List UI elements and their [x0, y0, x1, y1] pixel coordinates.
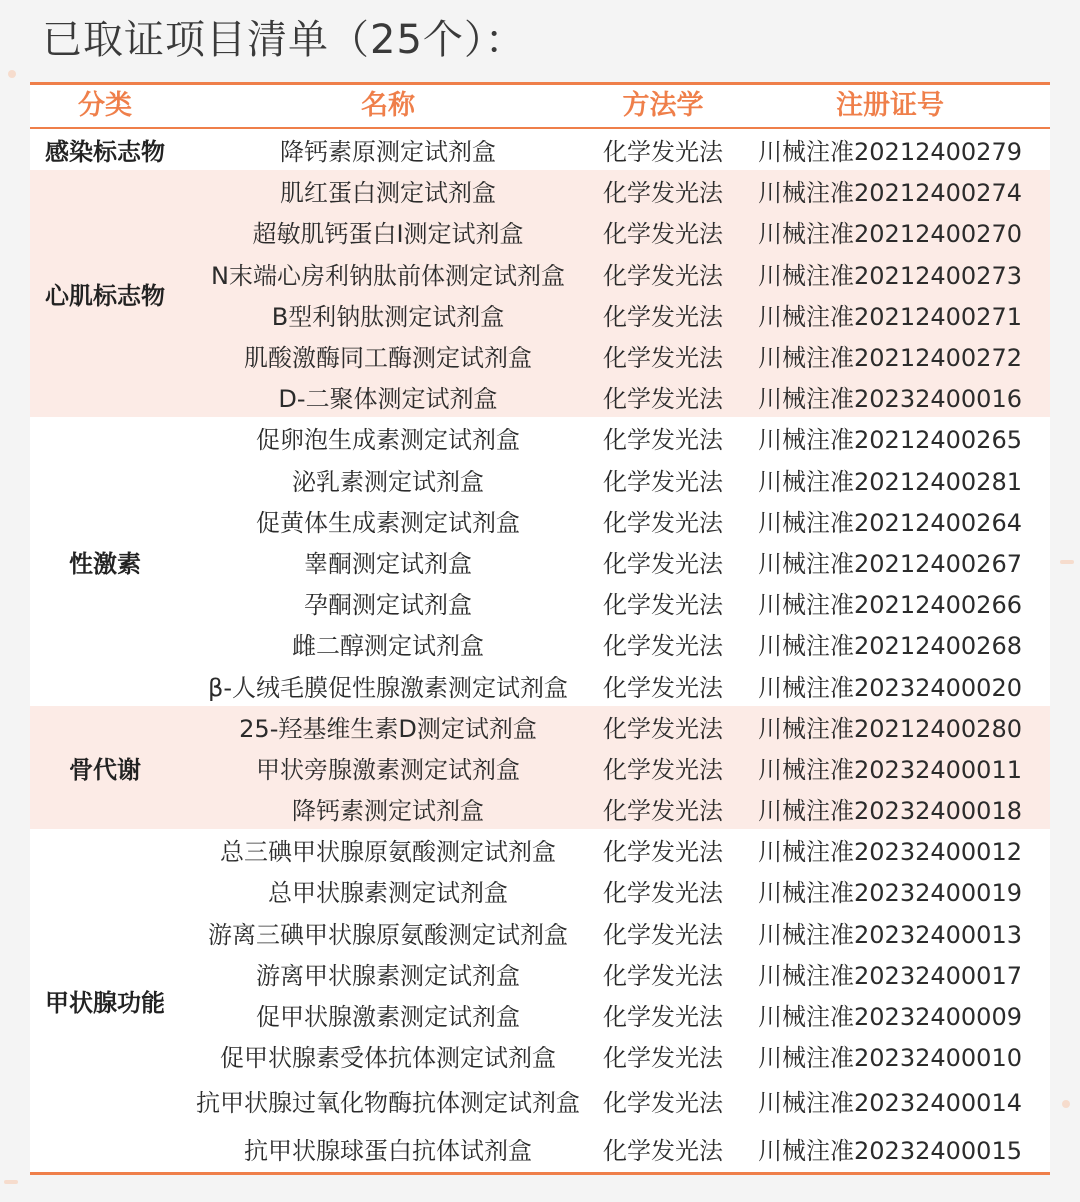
registration-number: 川械注准20212400264 [758, 508, 1022, 537]
table-row [30, 211, 1050, 252]
product-name: 肌红蛋白测定试剂盒 [280, 179, 496, 208]
method-cell: 化学发光法 [603, 632, 723, 661]
category-group [30, 706, 1050, 830]
table-row [30, 417, 1050, 458]
product-name: β-人绒毛膜促性腺激素测定试剂盒 [208, 673, 568, 702]
method-cell: 化学发光法 [603, 1003, 723, 1032]
table-row [30, 294, 1050, 335]
registration-number: 川械注准20212400268 [758, 632, 1022, 661]
method-cell: 化学发光法 [603, 673, 723, 702]
method-cell: 化学发光法 [603, 797, 723, 826]
table-row [30, 664, 1050, 705]
method-cell: 化学发光法 [603, 344, 723, 373]
method-cell: 化学发光法 [603, 138, 723, 167]
product-name: 超敏肌钙蛋白I测定试剂盒 [252, 220, 524, 249]
method-cell: 化学发光法 [603, 838, 723, 867]
method-cell: 化学发光法 [603, 426, 723, 455]
registration-number: 川械注准20212400274 [758, 179, 1022, 208]
table-row [30, 829, 1050, 870]
registration-number: 川械注准20232400020 [758, 673, 1022, 702]
background-dash [4, 1180, 18, 1184]
registration-number: 川械注准20232400019 [758, 879, 1022, 908]
header-reg-no: 注册证号 [836, 90, 944, 121]
product-name: 总甲状腺素测定试剂盒 [268, 879, 508, 908]
table-row [30, 747, 1050, 788]
registration-number: 川械注准20232400010 [758, 1044, 1022, 1073]
method-cell: 化学发光法 [603, 961, 723, 990]
product-name: 促黄体生成素测定试剂盒 [256, 508, 520, 537]
table-row [30, 912, 1050, 953]
category-group [30, 170, 1050, 417]
method-cell: 化学发光法 [603, 879, 723, 908]
table-row [30, 1124, 1050, 1172]
method-cell: 化学发光法 [603, 755, 723, 784]
registration-number: 川械注准20212400271 [758, 302, 1022, 331]
category-label: 甲状腺功能 [45, 989, 165, 1018]
table-row [30, 788, 1050, 829]
table-row [30, 335, 1050, 376]
product-name: 促卵泡生成素测定试剂盒 [256, 426, 520, 455]
table-row [30, 994, 1050, 1035]
product-name: B型利钠肽测定试剂盒 [271, 302, 505, 331]
method-cell: 化学发光法 [603, 920, 723, 949]
method-cell: 化学发光法 [603, 549, 723, 578]
product-name: 肌酸激酶同工酶测定试剂盒 [244, 344, 532, 373]
table-row [30, 541, 1050, 582]
registration-number: 川械注准20232400012 [758, 838, 1022, 867]
method-cell: 化学发光法 [603, 261, 723, 290]
table-body [30, 129, 1050, 1172]
category-group [30, 129, 1050, 170]
registration-number: 川械注准20212400281 [758, 467, 1022, 496]
method-cell: 化学发光法 [603, 1044, 723, 1073]
method-cell: 化学发光法 [603, 220, 723, 249]
registration-number: 川械注准20212400267 [758, 549, 1022, 578]
category-label: 感染标志物 [45, 138, 165, 167]
registration-number: 川械注准20232400011 [758, 755, 1022, 784]
product-name: 孕酮测定试剂盒 [304, 591, 472, 620]
certification-table [30, 82, 1050, 1175]
registration-number: 川械注准20232400016 [758, 385, 1022, 414]
table-row [30, 706, 1050, 747]
registration-number: 川械注准20232400015 [758, 1136, 1022, 1165]
product-name: 25-羟基维生素D测定试剂盒 [239, 714, 537, 743]
product-name: 促甲状腺激素测定试剂盒 [256, 1003, 520, 1032]
product-name: 泌乳素测定试剂盒 [292, 467, 484, 496]
product-name: 促甲状腺素受体抗体测定试剂盒 [220, 1044, 556, 1073]
table-row [30, 582, 1050, 623]
product-name: D-二聚体测定试剂盒 [278, 385, 498, 414]
background-dash [1060, 560, 1074, 564]
product-name: 睾酮测定试剂盒 [304, 549, 472, 578]
method-cell: 化学发光法 [603, 385, 723, 414]
category-group [30, 829, 1050, 1172]
registration-number: 川械注准20232400014 [758, 1088, 1022, 1117]
registration-number: 川械注准20212400280 [758, 714, 1022, 743]
background-dot [8, 70, 16, 78]
category-label: 心肌标志物 [45, 282, 165, 311]
registration-number: 川械注准20212400265 [758, 426, 1022, 455]
product-name: 总三碘甲状腺原氨酸测定试剂盒 [220, 838, 556, 867]
product-name: 抗甲状腺球蛋白抗体试剂盒 [244, 1136, 532, 1165]
method-cell: 化学发光法 [603, 714, 723, 743]
method-cell: 化学发光法 [603, 179, 723, 208]
registration-number: 川械注准20212400273 [758, 261, 1022, 290]
table-row [30, 623, 1050, 664]
product-name: 抗甲状腺过氧化物酶抗体测定试剂盒 [196, 1088, 580, 1117]
product-name: N末端心房利钠肽前体测定试剂盒 [211, 261, 565, 290]
product-name: 雌二醇测定试剂盒 [292, 632, 484, 661]
table-row [30, 953, 1050, 994]
method-cell: 化学发光法 [603, 508, 723, 537]
registration-number: 川械注准20212400279 [758, 138, 1022, 167]
table-row [30, 500, 1050, 541]
product-name: 游离三碘甲状腺原氨酸测定试剂盒 [208, 920, 568, 949]
product-name: 降钙素原测定试剂盒 [280, 138, 496, 167]
table-row [30, 1035, 1050, 1076]
header-name: 名称 [361, 90, 415, 121]
registration-number: 川械注准20232400013 [758, 920, 1022, 949]
category-group [30, 417, 1050, 705]
product-name: 甲状旁腺激素测定试剂盒 [256, 755, 520, 784]
table-row [30, 129, 1050, 170]
header-method: 方法学 [622, 90, 704, 121]
method-cell: 化学发光法 [603, 302, 723, 331]
registration-number: 川械注准20212400270 [758, 220, 1022, 249]
table-header [30, 85, 1050, 129]
method-cell: 化学发光法 [603, 1136, 723, 1165]
registration-number: 川械注准20232400017 [758, 961, 1022, 990]
table-row [30, 376, 1050, 417]
category-label: 骨代谢 [69, 755, 141, 784]
registration-number: 川械注准20212400272 [758, 344, 1022, 373]
page-title: 已取证项目清单（25个）： [42, 17, 526, 63]
registration-number: 川械注准20232400018 [758, 797, 1022, 826]
table-row [30, 170, 1050, 211]
method-cell: 化学发光法 [603, 467, 723, 496]
category-label: 性激素 [69, 549, 141, 578]
method-cell: 化学发光法 [603, 591, 723, 620]
product-name: 游离甲状腺素测定试剂盒 [256, 961, 520, 990]
method-cell: 化学发光法 [603, 1088, 723, 1117]
table-row [30, 870, 1050, 911]
table-row [30, 1076, 1050, 1124]
table-row [30, 253, 1050, 294]
registration-number: 川械注准20232400009 [758, 1003, 1022, 1032]
product-name: 降钙素测定试剂盒 [292, 797, 484, 826]
table-row [30, 459, 1050, 500]
registration-number: 川械注准20212400266 [758, 591, 1022, 620]
header-category: 分类 [78, 90, 132, 121]
background-dot [1062, 1100, 1070, 1108]
